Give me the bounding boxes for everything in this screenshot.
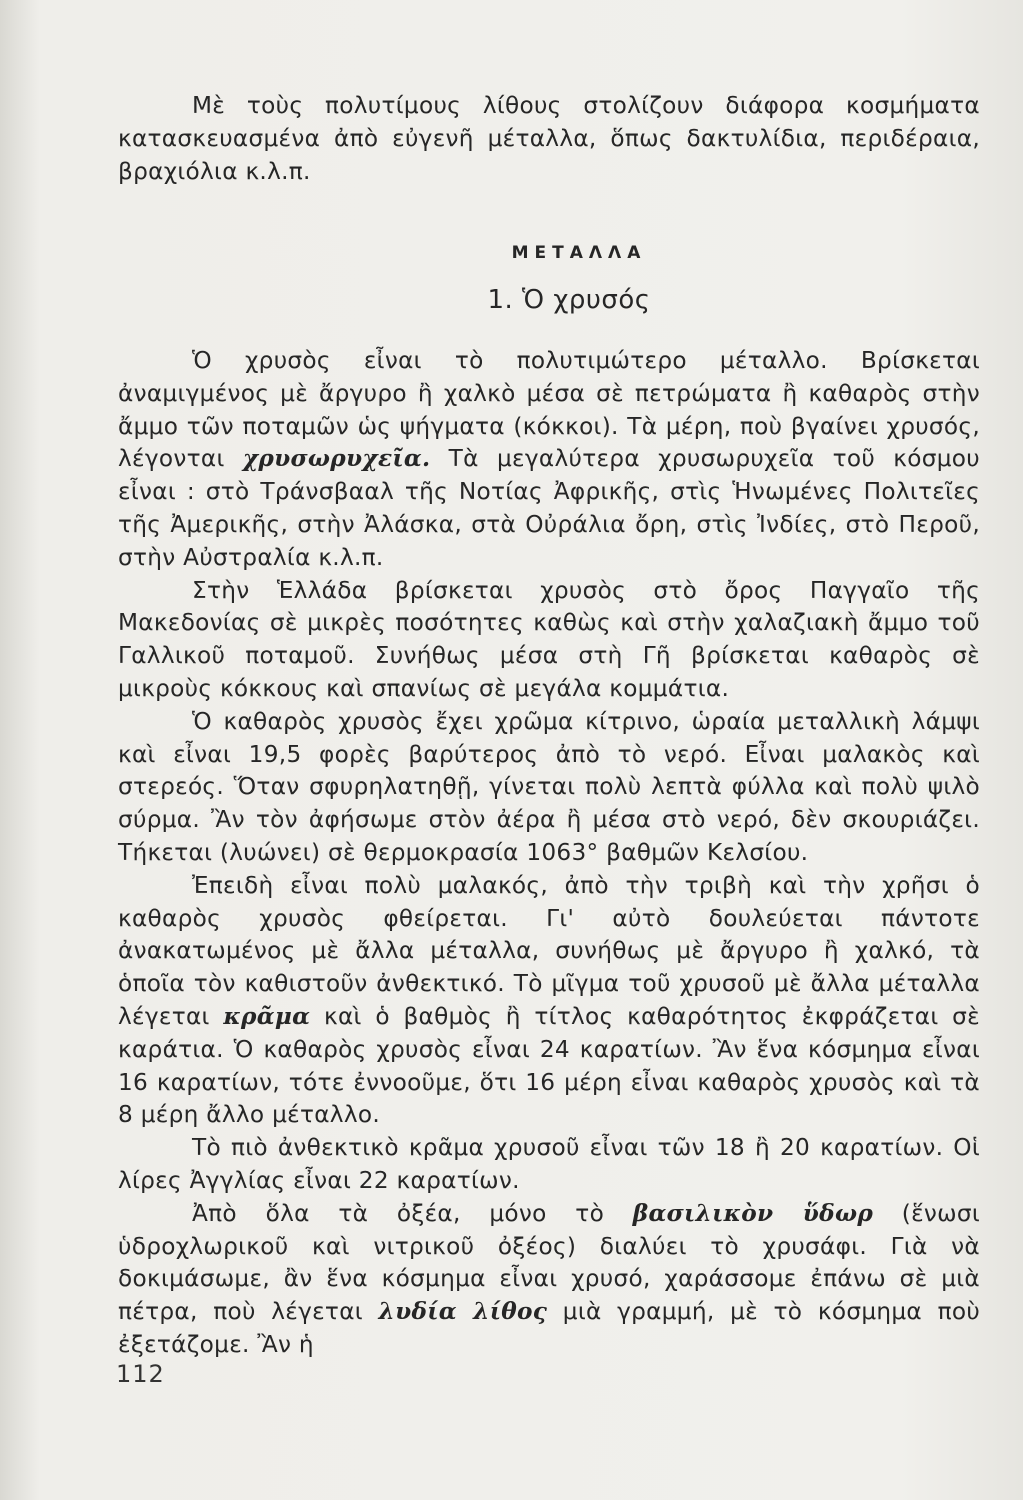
paragraph-text: Ὁ καθαρὸς χρυσὸς ἔχει χρῶμα κίτρινο, ὡραία μεταλλικὴ λάμψι καὶ εἶναι 19,5 φορὲς βαρύτερος ἀπὸ τὸ νερό. Εἶναι μαλακὸς καὶ στερεός. Ὅταν σφυρηλατηθῇ, γίνεται πολὺ λεπτὰ φύλλα καὶ πολὺ ψιλὸ σύρμα. Ἂν τὸν ἀφήσωμε στὸν ἀέρα ἢ μέσα στὸ νερό, δὲν σκουριάζει. Τήκεται (λυώνει) σὲ θερμοκρασία 1063° βαθμῶν Κελσίου.	[118, 707, 980, 866]
page-number: 112	[116, 1360, 165, 1388]
term-alloy: κρᾶμα	[223, 1002, 311, 1030]
paragraph-3	[118, 706, 980, 870]
paragraph-2	[118, 575, 980, 706]
paragraph-text: Ἀπὸ ὅλα τὰ ὀξέα, μόνο τὸ	[192, 1199, 605, 1227]
paragraph-text: Ἐπειδὴ εἶναι πολὺ μαλακός, ἀπὸ τὴν τριβὴ καὶ τὴν χρῆσι ὁ καθαρὸς χρυσὸς φθείρεται. Γι' αὐτὸ δουλεύεται πάντοτε ἀνακατωμένος μὲ ἄλλα μέταλλα, συνήθως μὲ ἄργυρο ἢ χαλκό, τὰ ὁποῖα τὸν καθιστοῦν ἀνθεκτικό. Τὸ μῖγμα τοῦ χρυσοῦ μὲ ἄλλα μέταλλα λέγεται	[118, 871, 980, 1030]
paragraph-6	[118, 1198, 980, 1362]
paragraph-text: Τὸ πιὸ ἀνθεκτικὸ κρᾶμα χρυσοῦ εἶναι τῶν 18 ἢ 20 καρατίων. Οἱ λίρες Ἀγγλίας εἶναι 22 καρατίων.	[118, 1134, 980, 1194]
term-lydian-stone: λυδία λίθος	[378, 1298, 548, 1326]
chapter-title: 1. Ὁ χρυσός	[487, 285, 651, 315]
paragraph-text: καὶ ὁ βαθμὸς ἢ τίτλος καθαρότητος ἐκφράζεται σὲ καράτια. Ὁ καθαρὸς χρυσὸς εἶναι 24 καρατίων. Ἂν ἕνα κόσμημα εἶναι 16 καρατίων, τότε ἐννοοῦμε, ὅτι 16 μέρη εἶναι καθαρὸς χρυσὸς καὶ τὰ 8 μέρη ἄλλο μέταλλο.	[118, 1002, 981, 1129]
intro-paragraph	[118, 90, 980, 188]
paragraph-text: Τὰ μεγαλύτερα χρυσωρυχεῖα τοῦ κόσμου εἶναι : στὸ Τράνσβααλ τῆς Νοτίας Ἀφρικῆς, στὶς Ἡνωμένες Πολιτεῖες τῆς Ἀμερικῆς, στὴν Ἀλάσκα, στὰ Οὐράλια ὄρη, στὶς Ἰνδίες, στὸ Περοῦ, στὴν Αὐστραλία κ.λ.π.	[118, 445, 980, 571]
paragraph-text: Ὁ χρυσὸς εἶναι τὸ πολυτιμώτερο μέταλλο. Βρίσκεται ἀναμιγμένος μὲ ἄργυρο ἢ χαλκὸ μέσα σὲ πετρώματα ἢ καθαρὸς στὴν ἄμμο τῶν ποταμῶν ὡς ψήγματα (κόκκοι). Τὰ μέρη, ποὺ βγαίνει χρυσός, λέγονται	[118, 347, 980, 473]
intro-text: Μὲ τοὺς πολυτίμους λίθους στολίζουν διάφορα κοσμήματα κατασκευασμένα ἀπὸ εὐγενῆ μέταλλα, ὅπως δακτυλίδια, περιδέραια, βραχιόλια κ.λ.π.	[118, 92, 980, 185]
paragraph-4	[118, 870, 980, 1132]
paragraph-text: Στὴν Ἑλλάδα βρίσκεται χρυσὸς στὸ ὄρος Παγγαῖο τῆς Μακεδονίας σὲ μικρὲς ποσότητες καθὼς καὶ στὴν χαλαζιακὴ ἄμμο τοῦ Γαλλικοῦ ποταμοῦ. Συνήθως μέσα στὴ Γῆ βρίσκεται καθαρὸς σὲ μικροὺς κόκκους καὶ σπανίως σὲ μεγάλα κομμάτια.	[118, 576, 980, 702]
paragraph-text: μιὰ γραμμή, μὲ τὸ κόσμημα ποὺ ἐξετάζομε. Ἂν ἡ	[118, 1298, 981, 1358]
paragraph-text: (ἕνωσι ὑδροχλωρικοῦ καὶ νιτρικοῦ ὀξέος) διαλύει τὸ χρυσάφι. Γιὰ νὰ δοκιμάσωμε, ἂν ἕνα κόσμημα εἶναι χρυσό, χαράσσομε ἐπάνω σὲ μιὰ πέτρα, ποὺ λέγεται	[118, 1199, 981, 1326]
chapter-body	[118, 345, 980, 1362]
term-gold-mines: χρυσωρυχεῖα.	[242, 445, 431, 473]
paragraph-5	[118, 1132, 980, 1198]
section-title: ΜΕΤΑΛΛΑ	[511, 243, 647, 263]
paragraph-1	[118, 345, 980, 575]
term-aqua-regia: βασιλικὸν ὕδωρ	[632, 1199, 874, 1227]
